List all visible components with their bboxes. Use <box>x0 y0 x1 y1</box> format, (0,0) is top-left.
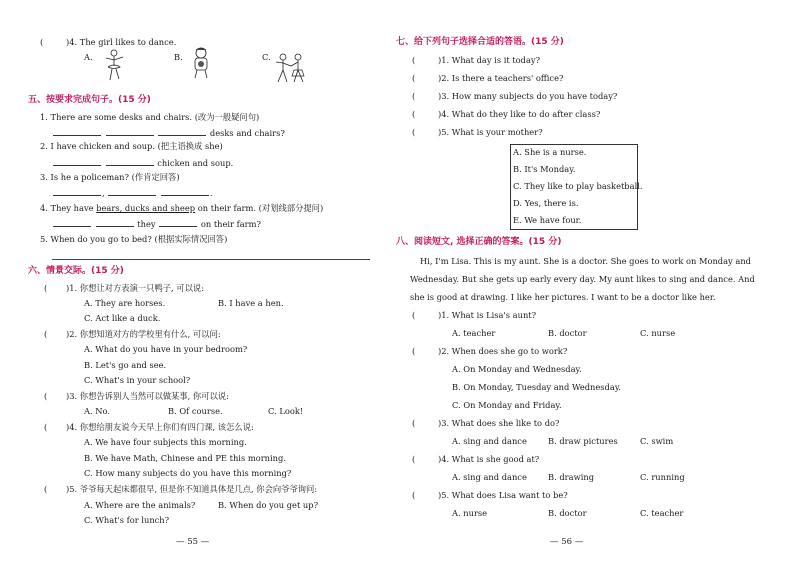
s7-answer-c: C. They like to play basketball. <box>513 181 643 191</box>
s6-q1-stem: )1. 你想让对方表演一只鸭子, 可以说: <box>66 283 205 293</box>
s6-q4-b: B. We have Math, Chinese and PE this morning. <box>84 453 286 463</box>
s7-answer-a: A. She is a nurse. <box>513 147 587 157</box>
blank[interactable] <box>158 127 206 136</box>
s5-q2-answer-line <box>52 157 233 169</box>
s7-q5-stem: )5. What is your mother? <box>438 127 543 137</box>
s8-q3-paren: ( <box>412 418 416 428</box>
blank[interactable] <box>53 187 101 196</box>
s5-q5-answer-line[interactable] <box>52 259 370 260</box>
page-number-56: — 56 — <box>550 537 584 547</box>
s6-q5-c: C. What's for lunch? <box>84 515 170 525</box>
s7-q4-stem: )4. What do they like to do after class? <box>438 109 601 119</box>
s7-q3-stem: )3. How many subjects do you have today? <box>438 91 618 101</box>
s8-q4-c: C. running <box>640 472 685 482</box>
s8-q2-a: A. On Monday and Wednesday. <box>452 364 582 374</box>
section6-title: 六、情景交际。(15 分) <box>28 266 124 276</box>
s7-answer-b: B. It's Monday. <box>513 164 576 174</box>
s8-q2-b: B. On Monday, Tuesday and Wednesday. <box>452 382 622 392</box>
s7-q2-paren: ( <box>412 73 416 83</box>
s8-q1-c: C. nurse <box>640 328 676 338</box>
s5-q5-text: 5. When do you go to bed? (根据实际情况回答) <box>40 234 228 244</box>
q4-stem: )4. The girl likes to dance. <box>66 37 177 47</box>
s8-q5-c: C. teacher <box>640 508 684 518</box>
s8-q2-stem: )2. When does she go to work? <box>438 346 568 356</box>
s8-q5-paren: ( <box>412 490 416 500</box>
s7-answer-d: D. Yes, there is. <box>513 198 579 208</box>
s8-q5-stem: )5. What does Lisa want to be? <box>438 490 568 500</box>
passage-line-3: she is good at drawing. I like her pictures. I want to be a doctor like her. <box>410 292 716 302</box>
dancing-couple-picture <box>272 52 310 84</box>
s8-q1-paren: ( <box>412 310 416 320</box>
s6-q3-b: B. Of course. <box>168 406 223 416</box>
passage-line-1: Hi, I'm Lisa. This is my aunt. She is a doctor. She goes to work on Monday and <box>420 256 751 266</box>
s6-q1-paren: ( <box>44 283 48 293</box>
s8-q1-stem: )1. What is Lisa's aunt? <box>438 310 537 320</box>
s6-q4-c: C. How many subjects do you have this morning? <box>84 468 292 478</box>
s6-q4-a: A. We have four subjects this morning. <box>84 437 247 447</box>
s6-q5-paren: ( <box>44 484 48 494</box>
s8-q2-c: C. On Monday and Friday. <box>452 400 562 410</box>
s5-q3-text: 3. Is he a policeman? (作肯定回答) <box>40 172 180 182</box>
s5-q4-answer-line: they on their farm? <box>52 218 261 230</box>
s8-q4-a: A. sing and dance <box>452 472 527 482</box>
page-number-55: — 55 — <box>176 537 210 547</box>
section8-title: 八、阅读短文, 选择正确的答案。(15 分) <box>396 237 562 247</box>
q4-option-a: A. <box>84 52 93 62</box>
s6-q3-c: C. Look! <box>268 406 304 416</box>
right-page <box>396 0 800 564</box>
s6-q2-c: C. What's in your school? <box>84 375 191 385</box>
blank[interactable] <box>96 218 134 227</box>
s6-q3-paren: ( <box>44 391 48 401</box>
blank[interactable] <box>161 187 209 196</box>
s7-answer-e: E. We have four. <box>513 215 582 225</box>
s6-q3-a: A. No. <box>84 406 111 416</box>
s8-q4-paren: ( <box>412 454 416 464</box>
blank[interactable] <box>106 157 154 166</box>
s5-q1-answer-tail: desks and chairs? <box>209 128 285 138</box>
s5-q2-answer-tail: chicken and soup. <box>157 158 234 168</box>
s6-q5-b: B. When do you get up? <box>218 500 319 510</box>
s8-q2-paren: ( <box>412 346 416 356</box>
s6-q4-paren: ( <box>44 422 48 432</box>
blank[interactable] <box>53 157 101 166</box>
s7-q1-paren: ( <box>412 55 416 65</box>
s8-q1-a: A. teacher <box>452 328 496 338</box>
blank[interactable] <box>159 218 197 227</box>
s7-q1-stem: )1. What day is it today? <box>438 55 541 65</box>
q4-paren: ( <box>40 37 44 47</box>
s8-q3-a: A. sing and dance <box>452 436 527 446</box>
s5-q2-text: 2. I have chicken and soup. (把主语换成 she) <box>40 141 223 151</box>
q4-option-b: B. <box>174 52 183 62</box>
blank[interactable] <box>108 187 156 196</box>
section5-title: 五、按要求完成句子。(15 分) <box>28 95 151 105</box>
blank[interactable] <box>53 127 101 136</box>
ballerina-picture <box>96 48 132 82</box>
s8-q4-stem: )4. What is she good at? <box>438 454 540 464</box>
s8-q5-b: B. doctor <box>548 508 587 518</box>
s6-q1-b: B. I have a hen. <box>218 298 284 308</box>
s6-q5-a: A. Where are the animals? <box>84 500 196 510</box>
passage-line-2: Wednesday. But she gets up early every day. My aunt likes to sing and dance. And <box>410 274 755 284</box>
blank[interactable] <box>106 127 154 136</box>
s7-q4-paren: ( <box>412 109 416 119</box>
s6-q2-paren: ( <box>44 329 48 339</box>
s5-q4-text: 4. They have bears, ducks and sheep on their farm. (对划线部分提问) <box>40 203 324 213</box>
s6-q4-stem: )4. 你想给朋友说今天早上你们有四门课, 该怎么说: <box>66 422 254 432</box>
q4-option-c: C. <box>262 52 271 62</box>
s5-q1-text: 1. There are some desks and chairs. (改为一般疑问句) <box>40 112 260 122</box>
s8-q3-stem: )3. What does she like to do? <box>438 418 560 428</box>
s8-q3-b: B. draw pictures <box>548 436 618 446</box>
s6-q2-a: A. What do you have in your bedroom? <box>84 344 248 354</box>
s5-q1-answer-line <box>52 127 285 139</box>
s8-q1-b: B. doctor <box>548 328 587 338</box>
s8-q4-b: B. drawing <box>548 472 595 482</box>
child-with-bear-picture <box>184 46 218 80</box>
s6-q3-stem: )3. 你想告诉别人当然可以做某事, 你可以说: <box>66 391 229 401</box>
s8-q3-c: C. swim <box>640 436 674 446</box>
s6-q2-stem: )2. 你想知道对方的学校里有什么, 可以问: <box>66 329 221 339</box>
s7-answer-box <box>510 144 643 230</box>
s5-q3-answer-line: , . <box>52 187 213 199</box>
s7-q5-paren: ( <box>412 127 416 137</box>
s6-q5-stem: )5. 爷爷每天起床都很早, 但是你不知道具体是几点, 你会向爷爷询问: <box>66 484 318 494</box>
s6-q1-a: A. They are horses. <box>84 298 166 308</box>
s6-q1-c: C. Act like a duck. <box>84 313 161 323</box>
section7-title: 七、给下列句子选择合适的答语。(15 分) <box>396 37 564 47</box>
s7-q2-stem: )2. Is there a teachers' office? <box>438 73 564 83</box>
s7-q3-paren: ( <box>412 91 416 101</box>
s8-q5-a: A. nurse <box>452 508 488 518</box>
blank[interactable] <box>53 218 91 227</box>
s6-q2-b: B. Let's go and see. <box>84 360 167 370</box>
